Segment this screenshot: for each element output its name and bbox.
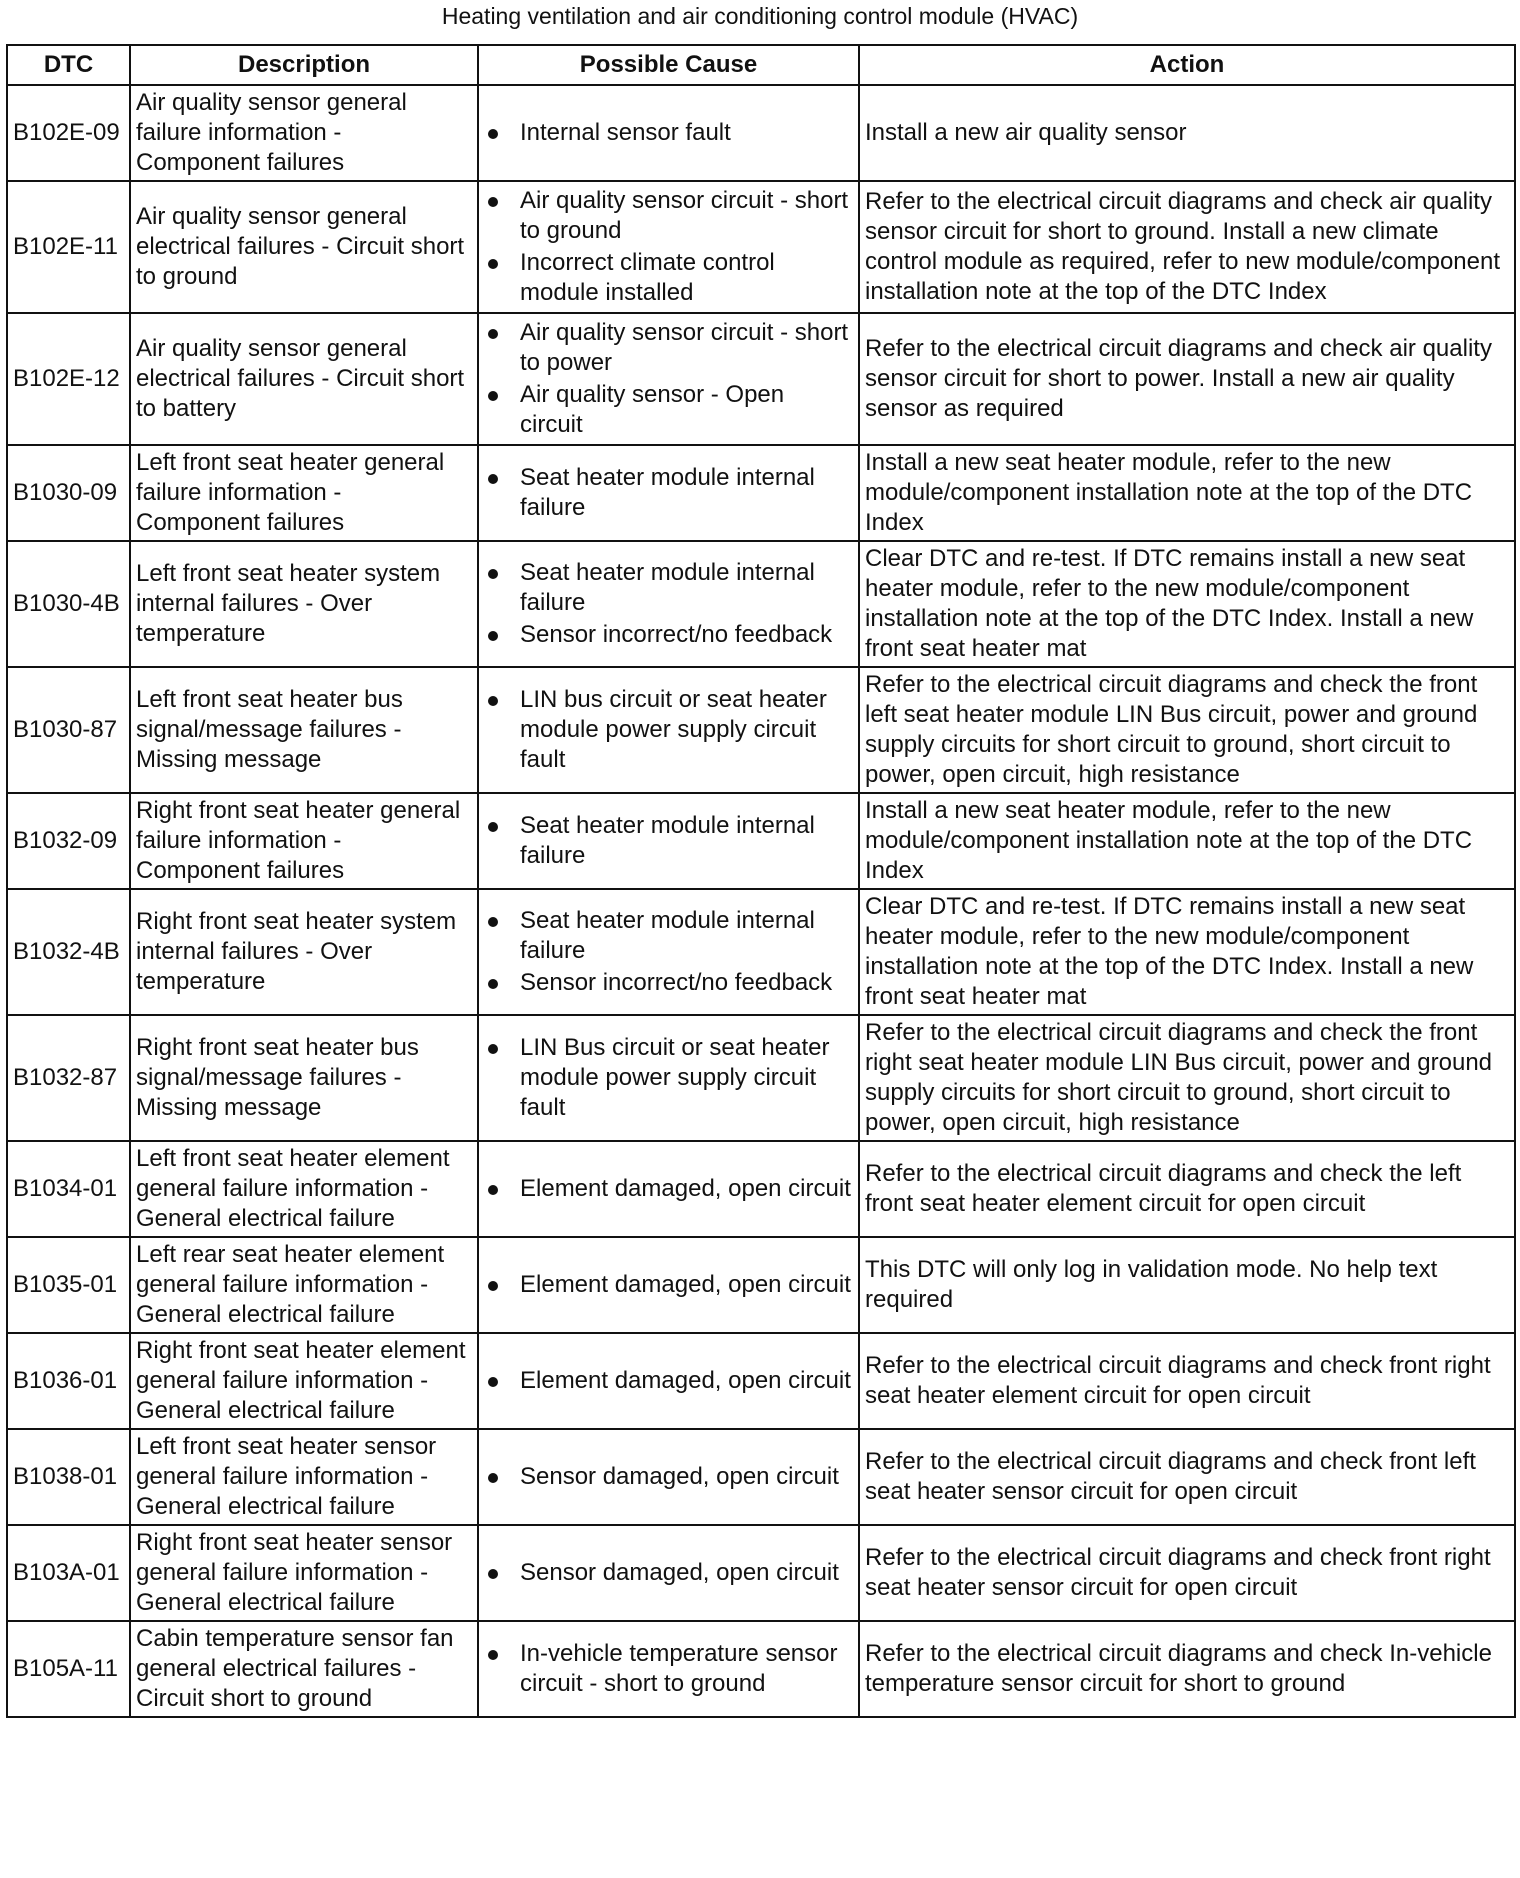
cause-list — [484, 118, 853, 148]
bullet-icon — [488, 329, 498, 339]
cause-item — [484, 1639, 853, 1699]
cause-text: Seat heater module internal failure — [520, 559, 815, 616]
cause-item — [484, 318, 853, 378]
dtc-code: B1030-09 — [7, 445, 130, 541]
cause-text: Seat heater module internal failure — [520, 907, 815, 964]
dtc-action: Install a new seat heater module, refer to the new module/component installation note at the top of the DTC Index — [859, 793, 1515, 889]
dtc-action: Clear DTC and re-test. If DTC remains install a new seat heater module, refer to the new module/component installation note at the top of the DTC Index. Install a new front seat heater mat — [859, 541, 1515, 667]
cause-text: Air quality sensor circuit - short to ground — [520, 187, 849, 244]
table-row — [7, 313, 1515, 445]
possible-cause-cell — [478, 667, 859, 793]
dtc-description: Cabin temperature sensor fan general electrical failures - Circuit short to ground — [130, 1621, 478, 1717]
cause-list — [484, 811, 853, 871]
possible-cause-cell — [478, 313, 859, 445]
possible-cause-cell — [478, 1141, 859, 1237]
dtc-action: Refer to the electrical circuit diagrams and check front right seat heater element circuit for open circuit — [859, 1333, 1515, 1429]
cause-text: LIN Bus circuit or seat heater module power supply circuit fault — [520, 1034, 830, 1121]
dtc-action: Refer to the electrical circuit diagrams and check In-vehicle temperature sensor circuit for short to ground — [859, 1621, 1515, 1717]
header-description: Description — [130, 45, 478, 85]
bullet-icon — [488, 696, 498, 706]
cause-list — [484, 1639, 853, 1699]
bullet-icon — [488, 1650, 498, 1660]
cause-item — [484, 1366, 853, 1396]
dtc-code: B1036-01 — [7, 1333, 130, 1429]
table-row — [7, 445, 1515, 541]
cause-item — [484, 558, 853, 618]
page-title: Heating ventilation and air conditioning control module (HVAC) — [441, 3, 1079, 29]
dtc-action: Install a new air quality sensor — [859, 85, 1515, 181]
cause-item — [484, 186, 853, 246]
dtc-description: Air quality sensor general failure information - Component failures — [130, 85, 478, 181]
dtc-action: Refer to the electrical circuit diagrams and check front right seat heater sensor circuit for open circuit — [859, 1525, 1515, 1621]
dtc-action: This DTC will only log in validation mode. No help text required — [859, 1237, 1515, 1333]
table-row — [7, 793, 1515, 889]
possible-cause-cell — [478, 1333, 859, 1429]
dtc-description: Left front seat heater sensor general failure information - General electrical failure — [130, 1429, 478, 1525]
possible-cause-cell — [478, 541, 859, 667]
dtc-code: B1035-01 — [7, 1237, 130, 1333]
cause-item — [484, 685, 853, 775]
table-row — [7, 1237, 1515, 1333]
cause-text: Air quality sensor circuit - short to power — [520, 319, 849, 376]
possible-cause-cell — [478, 1621, 859, 1717]
cause-list — [484, 1558, 853, 1588]
cause-item — [484, 906, 853, 966]
dtc-description: Left front seat heater system internal failures - Over temperature — [130, 541, 478, 667]
bullet-icon — [488, 1185, 498, 1195]
dtc-description: Air quality sensor general electrical failures - Circuit short to ground — [130, 181, 478, 313]
dtc-description: Right front seat heater sensor general failure information - General electrical failure — [130, 1525, 478, 1621]
cause-list — [484, 685, 853, 775]
dtc-code: B102E-12 — [7, 313, 130, 445]
bullet-icon — [488, 474, 498, 484]
dtc-description: Right front seat heater element general failure information - General electrical failure — [130, 1333, 478, 1429]
bullet-icon — [488, 822, 498, 832]
bullet-icon — [488, 569, 498, 579]
dtc-code: B1038-01 — [7, 1429, 130, 1525]
dtc-table — [6, 44, 1516, 1718]
cause-item — [484, 968, 853, 998]
possible-cause-cell — [478, 181, 859, 313]
cause-text: Seat heater module internal failure — [520, 464, 815, 521]
cause-text: Internal sensor fault — [520, 119, 731, 146]
cause-item — [484, 1033, 853, 1123]
possible-cause-cell — [478, 85, 859, 181]
cause-item — [484, 380, 853, 440]
bullet-icon — [488, 1377, 498, 1387]
bullet-icon — [488, 917, 498, 927]
cause-item — [484, 620, 853, 650]
possible-cause-cell — [478, 445, 859, 541]
table-row — [7, 181, 1515, 313]
cause-list — [484, 1174, 853, 1204]
bullet-icon — [488, 1473, 498, 1483]
possible-cause-cell — [478, 889, 859, 1015]
bullet-icon — [488, 631, 498, 641]
possible-cause-cell — [478, 1015, 859, 1141]
dtc-code: B1034-01 — [7, 1141, 130, 1237]
dtc-code: B1030-4B — [7, 541, 130, 667]
cause-text: LIN bus circuit or seat heater module power supply circuit fault — [520, 686, 827, 773]
dtc-description: Left front seat heater bus signal/message failures - Missing message — [130, 667, 478, 793]
cause-text: Element damaged, open circuit — [520, 1271, 851, 1298]
header-dtc: DTC — [7, 45, 130, 85]
cause-list — [484, 1270, 853, 1300]
cause-item — [484, 1174, 853, 1204]
table-row — [7, 1141, 1515, 1237]
bullet-icon — [488, 979, 498, 989]
dtc-action: Install a new seat heater module, refer to the new module/component installation note at the top of the DTC Index — [859, 445, 1515, 541]
table-row — [7, 667, 1515, 793]
cause-list — [484, 1366, 853, 1396]
table-row — [7, 889, 1515, 1015]
bullet-icon — [488, 1569, 498, 1579]
bullet-icon — [488, 1281, 498, 1291]
cause-list — [484, 1462, 853, 1492]
table-row — [7, 1621, 1515, 1717]
dtc-code: B105A-11 — [7, 1621, 130, 1717]
table-body — [7, 85, 1515, 1717]
table-row — [7, 541, 1515, 667]
possible-cause-cell — [478, 1429, 859, 1525]
table-row — [7, 1333, 1515, 1429]
cause-list — [484, 318, 853, 440]
dtc-description: Left front seat heater general failure information - Component failures — [130, 445, 478, 541]
cause-item — [484, 1558, 853, 1588]
cause-text: Sensor damaged, open circuit — [520, 1463, 839, 1490]
cause-text: Sensor incorrect/no feedback — [520, 969, 833, 996]
cause-text: In-vehicle temperature sensor circuit - short to ground — [520, 1640, 838, 1697]
dtc-description: Right front seat heater general failure information - Component failures — [130, 793, 478, 889]
cause-text: Air quality sensor - Open circuit — [520, 381, 785, 438]
bullet-icon — [488, 391, 498, 401]
bullet-icon — [488, 197, 498, 207]
cause-item — [484, 248, 853, 308]
bullet-icon — [488, 1044, 498, 1054]
dtc-description: Air quality sensor general electrical failures - Circuit short to battery — [130, 313, 478, 445]
cause-list — [484, 1033, 853, 1123]
dtc-code: B1032-87 — [7, 1015, 130, 1141]
dtc-action: Refer to the electrical circuit diagrams and check air quality sensor circuit for short to ground. Install a new climate control module as required, refer to new module/component installation note at the top of the DTC Index — [859, 181, 1515, 313]
cause-text: Element damaged, open circuit — [520, 1175, 851, 1202]
dtc-code: B102E-11 — [7, 181, 130, 313]
dtc-action: Refer to the electrical circuit diagrams and check the front left seat heater module LIN Bus circuit, power and ground supply circuits for short circuit to ground, short circuit to power, open circuit, high resistance — [859, 667, 1515, 793]
cause-item — [484, 118, 853, 148]
cause-item — [484, 811, 853, 871]
cause-text: Element damaged, open circuit — [520, 1367, 851, 1394]
cause-text: Sensor damaged, open circuit — [520, 1559, 839, 1586]
table-row — [7, 1525, 1515, 1621]
possible-cause-cell — [478, 1237, 859, 1333]
dtc-action: Clear DTC and re-test. If DTC remains install a new seat heater module, refer to the new module/component installation note at the top of the DTC Index. Install a new front seat heater mat — [859, 889, 1515, 1015]
header-possible-cause: Possible Cause — [478, 45, 859, 85]
cause-item — [484, 1462, 853, 1492]
bullet-icon — [488, 129, 498, 139]
dtc-description: Left front seat heater element general failure information - General electrical failure — [130, 1141, 478, 1237]
cause-text: Seat heater module internal failure — [520, 812, 815, 869]
cause-list — [484, 186, 853, 308]
cause-item — [484, 1270, 853, 1300]
dtc-code: B102E-09 — [7, 85, 130, 181]
dtc-description: Right front seat heater bus signal/message failures - Missing message — [130, 1015, 478, 1141]
table-header-row — [7, 45, 1515, 85]
dtc-action: Refer to the electrical circuit diagrams and check air quality sensor circuit for short to power. Install a new air quality sensor as required — [859, 313, 1515, 445]
table-row — [7, 85, 1515, 181]
dtc-code: B1032-4B — [7, 889, 130, 1015]
table-row — [7, 1015, 1515, 1141]
dtc-description: Right front seat heater system internal failures - Over temperature — [130, 889, 478, 1015]
dtc-code: B1030-87 — [7, 667, 130, 793]
dtc-code: B1032-09 — [7, 793, 130, 889]
header-action: Action — [859, 45, 1515, 85]
cause-text: Sensor incorrect/no feedback — [520, 621, 833, 648]
dtc-action: Refer to the electrical circuit diagrams and check the front right seat heater module LIN Bus circuit, power and ground supply circuits for short circuit to ground, short circuit to power, open circuit, high resistance — [859, 1015, 1515, 1141]
cause-text: Incorrect climate control module installed — [520, 249, 775, 306]
bullet-icon — [488, 259, 498, 269]
dtc-action: Refer to the electrical circuit diagrams and check the left front seat heater element circuit for open circuit — [859, 1141, 1515, 1237]
possible-cause-cell — [478, 1525, 859, 1621]
possible-cause-cell — [478, 793, 859, 889]
cause-list — [484, 906, 853, 998]
cause-item — [484, 463, 853, 523]
dtc-code: B103A-01 — [7, 1525, 130, 1621]
dtc-description: Left rear seat heater element general failure information - General electrical failure — [130, 1237, 478, 1333]
cause-list — [484, 463, 853, 523]
table-row — [7, 1429, 1515, 1525]
dtc-action: Refer to the electrical circuit diagrams and check front left seat heater sensor circuit for open circuit — [859, 1429, 1515, 1525]
cause-list — [484, 558, 853, 650]
